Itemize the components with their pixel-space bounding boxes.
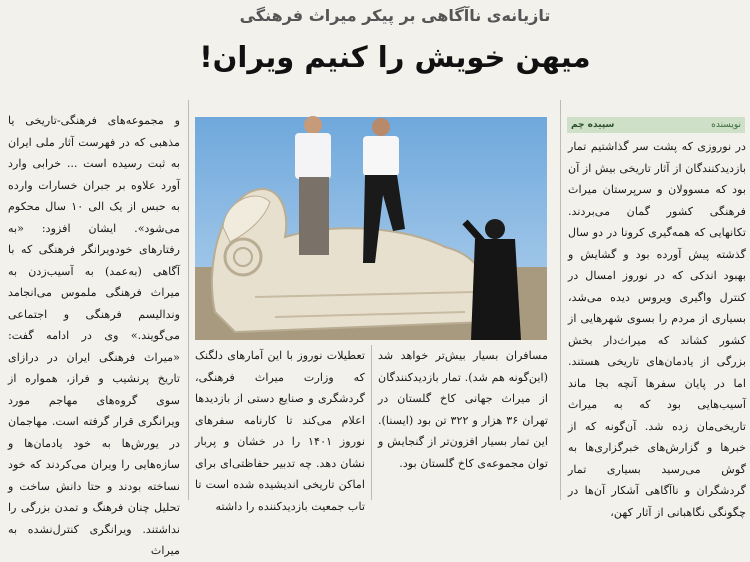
article-text: مسافران بسیار بیش‌تر خواهد شد (این‌گونه هم شد). تمار بازدیدکنندگان از میراث جهانی کاخ گلستان در تهران ۳۶ هزار و ۳۲۲ تن بود (ایسنا). این تمار بسیار افزون‌تر از گنجایش و توان مجموعه‌ی کاخ گلستان بود. xyxy=(378,349,549,470)
person-1 xyxy=(295,116,331,255)
article-kicker: تازیانه‌ی ناآگاهی بر پیکر میراث فرهنگی xyxy=(239,6,551,25)
article-photo xyxy=(195,117,547,340)
column-rule xyxy=(188,100,189,500)
column-rule xyxy=(560,100,561,500)
author-name: سپیده چم xyxy=(571,120,615,130)
author-box xyxy=(567,117,745,133)
article-text: و مجموعه‌های فرهنگی-تاریخی یا مذهبی که در فهرست آثار ملی ایران به ثبت رسیده است ... خرابی وارد آورد علاوه بر جبران خسارات وارده به حبس از یک الی ۱۰ سال محکوم می‌شود». ایشان افزود: «به رفتارهای خودویرانگر فرهنگی که با آگاهی (به‌عمد) به آسیب‌زدن به میراث فرهنگی ملموس می‌انجامد وندالیسم فرهنگی و اجتماعی می‌گویند.» وی در ادامه گفت: «میراث فرهنگی ایران در درازای تاریخ پرنشیب و فراز، همواره از سوی گروه‌های مهاجم مورد ویرانگری قرار گرفته است. مهاجمان در یورش‌ها به خود یادمان‌ها و سازه‌هایی را ویران می‌کردند که خود نساخته بودند و حتا دانش ساخت و تحلیل چنان فرهنگ و تمدن بزرگی را نداشتند. ویرانگری کنترل‌نشده به میراث xyxy=(8,114,180,557)
article-column-right xyxy=(568,136,746,519)
article-column-middle-left xyxy=(378,345,548,500)
article-headline: میهن خویش را کنیم ویران! xyxy=(199,40,591,74)
article-column-middle-right xyxy=(195,345,365,513)
article-text: در نوروزی که پشت سر گذاشتیم تمار بازدیدکنندگان از آثار تاریخی بیش از آن بود که مسوولان و سرپرستان میراث فرهنگی کشور گمان می‌بردند. تکانهایی که همه‌گیری کرونا در دو سال گذشته پیش آورده بود و گشایش و بهبود اندکی که در نوروز امسال در کنترل واگیری ویروس دیده می‌شد، بسیاری از مردم را بسوی شهرهایی از کشور کشاند که میراث‌دار بخش بزرگی از یادمان‌های تاریخی هستند. اما در پایان سفرها آنچه بجا ماند آسیب‌هایی بود که به میراث تاریخی‌مان زده شد. آن‌گونه که از خبرها و گزارش‌های خبرگزاری‌ها به گوش می‌رسید بسیاری تمار گردشگران و ناآگاهی آشکار آن‌ها در چگونگی نگاهبانی از آثار کهن، xyxy=(568,140,746,519)
article-column-left xyxy=(8,110,180,557)
article-text: تعطیلات نوروز با این آمارهای دلگنک که وزارت میراث فرهنگی، گردشگری و صنایع دستی از بازدیدها اعلام می‌کند تا کارنامه سفرهای نوروز ۱۴۰۱ را در خشان و پربار نشان دهد. چه تدبیر حفاظتی‌ای برای اماکن تاریخی اندیشیده شده است تا تاب جمعیت بازدیدکننده را داشته xyxy=(195,349,365,513)
persepolis-statue-photo xyxy=(195,117,547,340)
column-rule xyxy=(371,345,372,500)
author-label: نویسنده xyxy=(711,120,741,130)
